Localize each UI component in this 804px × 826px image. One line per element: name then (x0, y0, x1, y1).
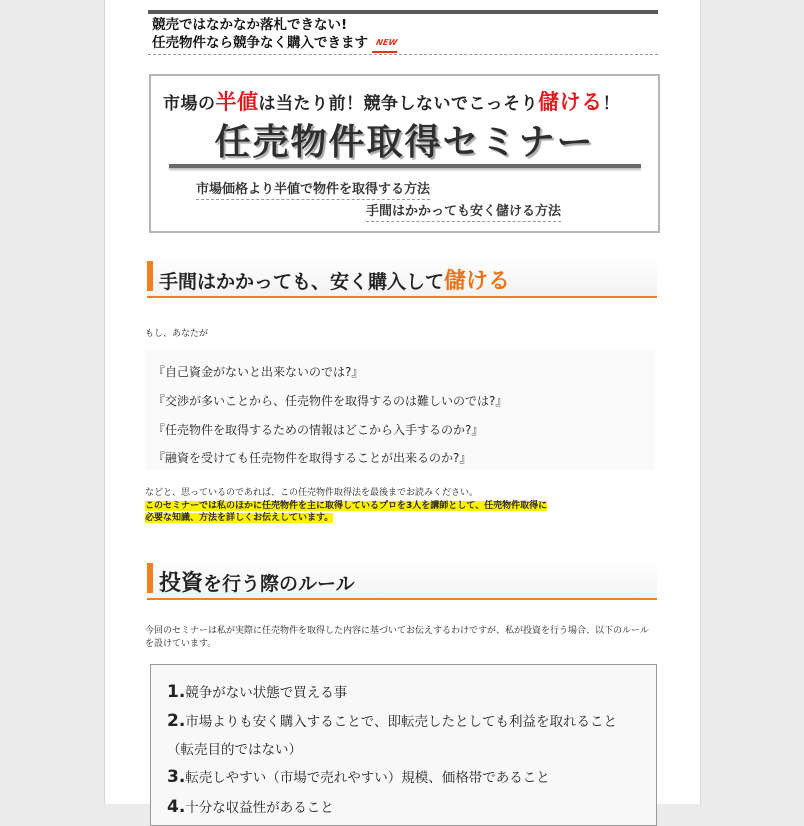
header-line-2: 任売物件なら競争なく購入できます (152, 35, 368, 51)
intro-text: もし、あなたが (145, 329, 209, 339)
banner-tag-mid: は当たり前！競争しないでこっそり (258, 94, 539, 114)
rule-number: 3. (167, 767, 186, 787)
concern-item: 『融資を受けても任売物件を取得することが出来るのか?』 (153, 451, 472, 465)
banner-tag-emphasis-profit: 儲ける (538, 90, 603, 114)
rule-text: 転売しやすい（市場で売れやすい）規模、価格帯であること (185, 770, 550, 786)
highlight-text-2: 必要な知識、方法を詳しくお伝えしています。 (145, 513, 334, 523)
section2-heading-text: を行う際のルール (203, 573, 355, 595)
banner-subtitle-1: 市場価格より半値で物件を取得する方法 (196, 178, 430, 200)
rules-intro-paragraph: 今回のセミナーは私が実際に任売物件を取得した内容に基づいてお伝えするわけですが、私が投資を行う場合、以下のルールを設けています。 (145, 626, 649, 649)
banner-rule (169, 164, 641, 168)
header-tagline (152, 17, 658, 53)
rule-item-continuation (167, 738, 302, 758)
header-line-1: 競売ではなかなか落札できない! (152, 17, 348, 33)
section1-heading-text: 手間はかかっても、安く購入して (159, 271, 445, 293)
rule-text: 十分な収益性があること (185, 800, 334, 816)
section2-heading-accent: 投資 (159, 571, 204, 596)
rule-item (167, 710, 617, 731)
rule-item (167, 796, 334, 817)
rule-text: 市場よりも安く購入することで、即転売したとしても利益を取れること (185, 714, 618, 730)
heading-accent-bar (147, 563, 153, 593)
seminar-banner (149, 74, 660, 233)
rule-text: （転売目的ではない） (167, 742, 302, 758)
rule-item (167, 766, 550, 787)
concern-item: 『交渉が多いことから、任売物件を取得するのは難しいのでは?』 (153, 394, 508, 408)
banner-title: 任売物件取得セミナー (214, 122, 595, 163)
rule-text: 競争がない状態で買える事 (185, 685, 348, 701)
top-divider (148, 10, 658, 14)
header-divider (148, 54, 658, 55)
invitation-line: などと、思っているのであれば、この任売物件取得法を最後までお読みください。 (145, 488, 479, 498)
concerns-list (145, 350, 655, 470)
banner-tag-emphasis-half: 半値 (215, 90, 259, 114)
section-heading-rules (147, 558, 657, 600)
banner-tag-post: ！ (602, 94, 621, 114)
section1-heading-accent: 儲ける (444, 269, 511, 294)
highlight-text-1: このセミナーでは私のほかに任売物件を主に取得しているプロを3人を講師として、任売物件取得に (145, 500, 548, 511)
banner-tagline (163, 86, 648, 116)
section-heading-profit (147, 256, 657, 298)
rules-box (150, 664, 657, 826)
invitation-paragraph (145, 487, 657, 525)
heading-accent-bar (147, 261, 153, 291)
concern-item: 『任売物件を取得するための情報はどこから入手するのか?』 (153, 423, 484, 437)
page-content (104, 0, 701, 817)
banner-subtitle-2: 手間はかかっても安く儲ける方法 (366, 200, 561, 222)
rule-number: 2. (167, 711, 186, 731)
concern-item: 『自己資金がないと出来ないのでは?』 (153, 365, 364, 379)
banner-tag-pre: 市場の (163, 94, 216, 114)
rule-number: 1. (167, 682, 186, 702)
rule-number: 4. (167, 797, 186, 817)
new-badge: NEW (372, 34, 401, 53)
rule-item (167, 681, 347, 702)
